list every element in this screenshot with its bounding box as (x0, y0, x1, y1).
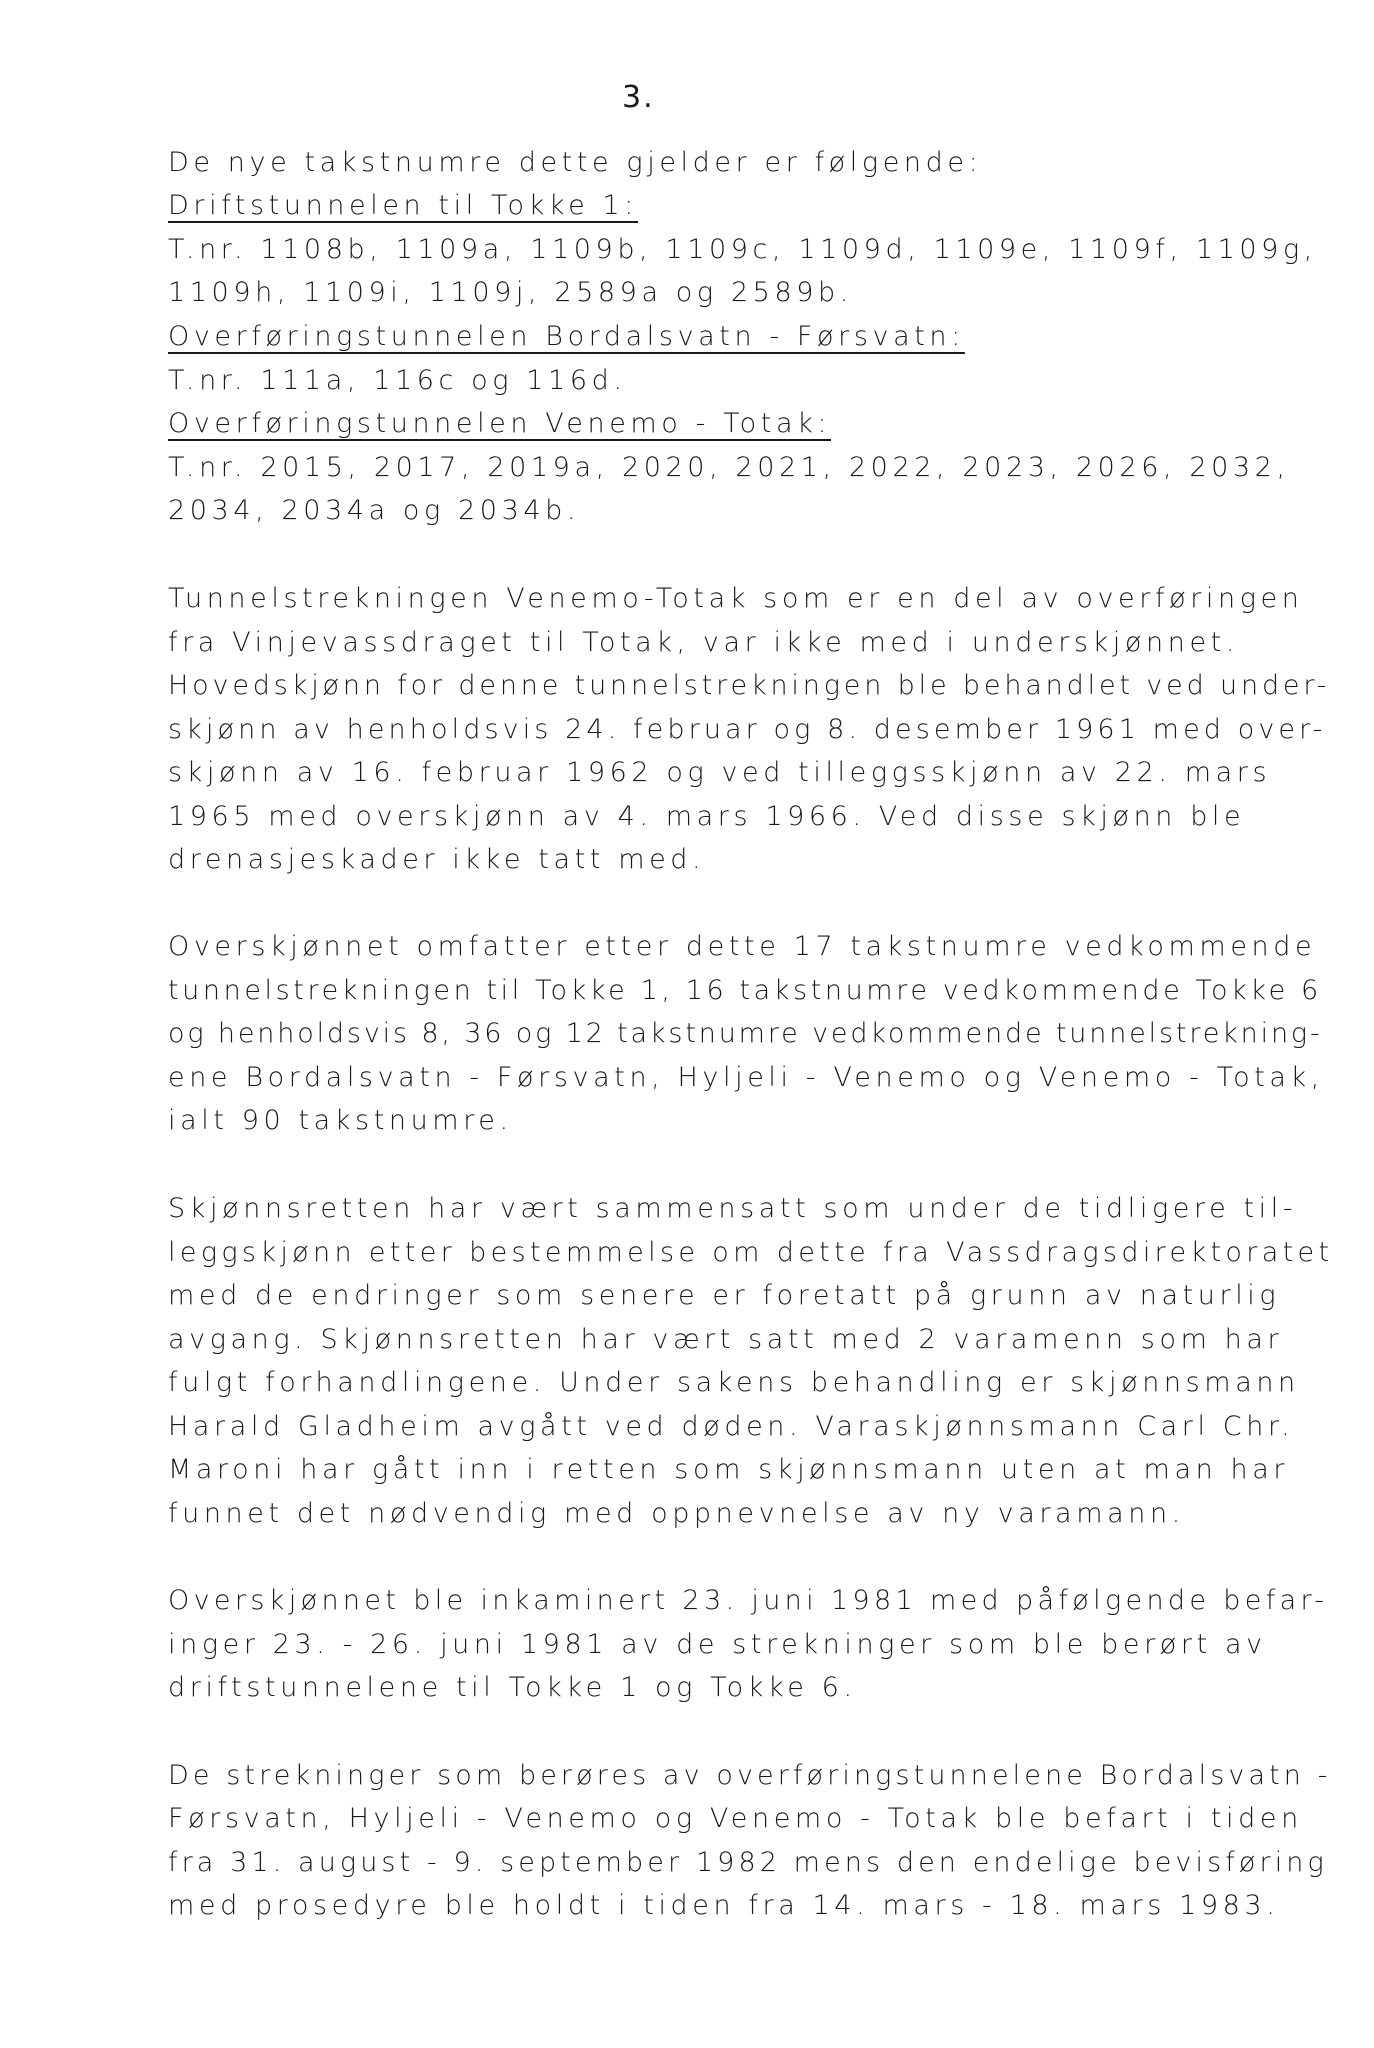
paragraph-line: drenasjeskader ikke tatt med. (168, 844, 706, 875)
paragraph-line: og henholdsvis 8, 36 og 12 takstnumre vedkommende tunnelstrekning- (168, 1018, 1323, 1049)
takst-line: T.nr. 111a, 116c og 116d. (168, 365, 627, 396)
paragraph-line: leggskjønn etter bestemmelse om dette fra Vassdragsdirektoratet (168, 1237, 1334, 1268)
paragraph-line: fra 31. august - 9. september 1982 mens den endelige bevisføring (168, 1847, 1328, 1878)
section-heading-bordalsvatn: Overføringstunnelen Bordalsvatn - Førsvatn: (168, 321, 965, 352)
page-number: 3. (622, 80, 655, 115)
paragraph-line: med prosedyre ble holdt i tiden fra 14. mars - 18. mars 1983. (168, 1890, 1280, 1921)
paragraph-line: ialt 90 takstnumre. (168, 1105, 513, 1136)
paragraph-line: driftstunnelene til Tokke 1 og Tokke 6. (168, 1672, 857, 1703)
paragraph-line: Overskjønnet ble inkaminert 23. juni 1981 med påfølgende befar- (168, 1585, 1329, 1616)
section-heading-driftstunnelen: Driftstunnelen til Tokke 1: (168, 190, 638, 221)
intro-line: De nye takstnumre dette gjelder er følgende: (168, 147, 983, 178)
takst-line: 1109h, 1109i, 1109j, 2589a og 2589b. (168, 277, 853, 308)
paragraph-line: De strekninger som berøres av overføringstunnelene Bordalsvatn - (168, 1760, 1332, 1791)
paragraph-line: Tunnelstrekningen Venemo-Totak som er en del av overføringen (168, 583, 1304, 614)
paragraph-line: Skjønnsretten har vært sammensatt som under de tidligere til- (168, 1193, 1298, 1224)
paragraph-line: fra Vinjevassdraget til Totak, var ikke med i underskjønnet. (168, 627, 1240, 658)
paragraph-line: Harald Gladheim avgått ved døden. Varaskjønnsmann Carl Chr. (168, 1411, 1295, 1442)
paragraph-line: funnet det nødvendig med oppnevnelse av ny varamann. (168, 1498, 1185, 1529)
paragraph-line: 1965 med overskjønn av 4. mars 1966. Ved disse skjønn ble (168, 801, 1246, 832)
takst-line: 2034, 2034a og 2034b. (168, 495, 581, 526)
paragraph-line: skjønn av henholdsvis 24. februar og 8. desember 1961 med over- (168, 714, 1327, 745)
paragraph-line: Førsvatn, Hyljeli - Venemo og Venemo - Totak ble befart i tiden (168, 1803, 1303, 1834)
paragraph-line: Hovedskjønn for denne tunnelstrekningen ble behandlet ved under- (168, 670, 1331, 701)
paragraph-line: inger 23. - 26. juni 1981 av de strekninger som ble berørt av (168, 1629, 1267, 1660)
paragraph-line: skjønn av 16. februar 1962 og ved tilleggsskjønn av 22. mars (168, 757, 1272, 788)
paragraph-line: med de endringer som senere er foretatt på grunn av naturlig (168, 1280, 1281, 1311)
section-heading-venemo-totak: Overføringstunnelen Venemo - Totak: (168, 408, 832, 439)
paragraph-line: fulgt forhandlingene. Under sakens behandling er skjønnsmann (168, 1367, 1300, 1398)
paragraph-line: tunnelstrekningen til Tokke 1, 16 takstnumre vedkommende Tokke 6 (168, 975, 1322, 1006)
takst-line: T.nr. 1108b, 1109a, 1109b, 1109c, 1109d, 1109e, 1109f, 1109g, (168, 234, 1317, 265)
paragraph-line: ene Bordalsvatn - Førsvatn, Hyljeli - Venemo og Venemo - Totak, (168, 1062, 1324, 1093)
paragraph-line: avgang. Skjønnsretten har vært satt med 2 varamenn som har (168, 1324, 1284, 1355)
takst-line: T.nr. 2015, 2017, 2019a, 2020, 2021, 2022, 2023, 2026, 2032, (168, 452, 1290, 483)
paragraph-line: Overskjønnet omfatter etter dette 17 takstnumre vedkommende (168, 931, 1317, 962)
paragraph-line: Maroni har gått inn i retten som skjønnsmann uten at man har (168, 1454, 1290, 1485)
